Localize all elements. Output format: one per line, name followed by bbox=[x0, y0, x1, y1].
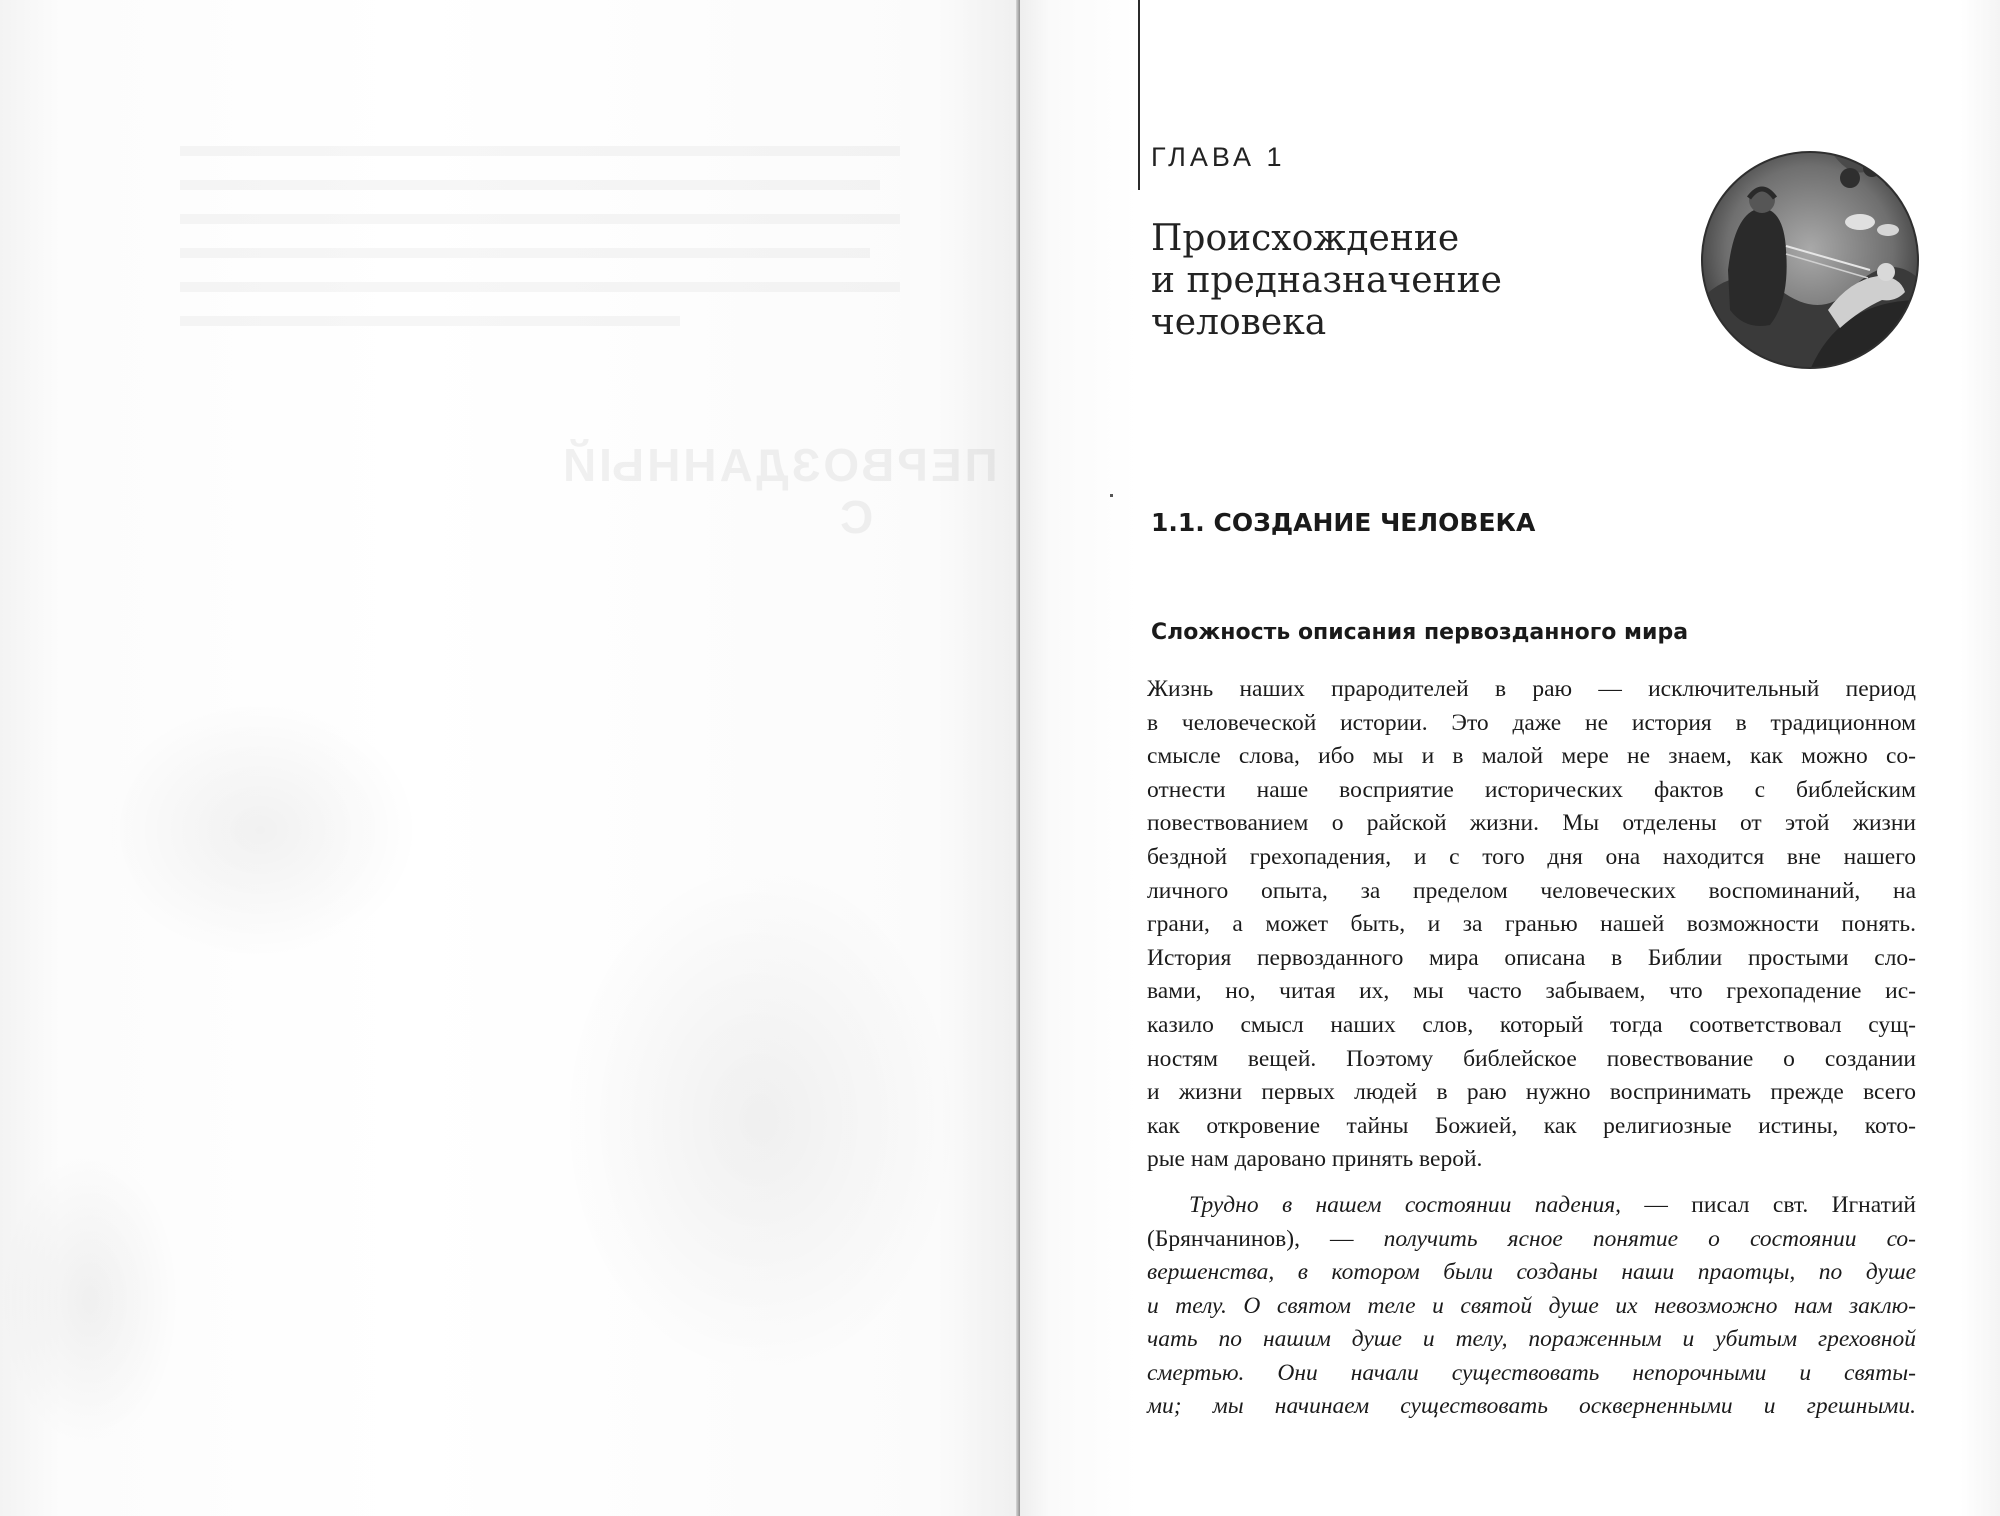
show-through-line bbox=[180, 248, 870, 258]
show-through-line bbox=[180, 316, 680, 326]
chapter-title-line: Происхождение bbox=[1151, 218, 1460, 259]
show-through-line bbox=[180, 214, 900, 224]
show-through-line bbox=[180, 282, 900, 292]
quote-italic: получить ясное понятие о состоянии со- bbox=[1383, 1225, 1916, 1252]
quote-attribution: (Брянчанинов), — bbox=[1147, 1225, 1384, 1252]
body-text bbox=[1147, 673, 1916, 1424]
show-through-shape bbox=[100, 700, 420, 960]
text-line: вами, но, читая их, мы часто забываем, что грехопадение ис- bbox=[1147, 978, 1916, 1005]
text-line: повествованием о райской жизни. Мы отделены от этой жизни bbox=[1147, 810, 1916, 837]
chapter-rule bbox=[1138, 0, 1140, 190]
text-line: как откровение тайны Божией, как религиозные истины, кото- bbox=[1147, 1112, 1916, 1139]
text-line: грани, а может быть, и за гранью нашей возможности понять. bbox=[1147, 911, 1916, 938]
text-line: казило смысл наших слов, который тогда соответствовал сущ- bbox=[1147, 1011, 1916, 1038]
quote-attribution: — писал свт. Игнатий bbox=[1621, 1191, 1916, 1218]
text-line: вершенства, в котором были созданы наши праотцы, по душе bbox=[1147, 1259, 1916, 1286]
text-line: История первозданного мира описана в Библии простыми сло- bbox=[1147, 944, 1916, 971]
show-through-shape bbox=[0, 1150, 180, 1450]
chapter-label: ГЛАВА 1 bbox=[1151, 142, 1286, 172]
text-line: и жизни первых людей в раю нужно воспринимать прежде всего bbox=[1147, 1079, 1916, 1106]
show-through-heading: С bbox=[840, 491, 874, 543]
text-line: чать по нашим душе и телу, пораженным и убитым греховной bbox=[1147, 1326, 1916, 1353]
text-line: Жизнь наших прародителей в раю — исключительный период bbox=[1147, 676, 1916, 702]
subsection-title: Сложность описания первозданного мира bbox=[1151, 620, 1689, 645]
text-line bbox=[1147, 1223, 1916, 1257]
margin-mark bbox=[1110, 494, 1113, 497]
chapter-title bbox=[1151, 218, 1591, 344]
text-line: смертью. Они начали существовать непорочными и святы- bbox=[1147, 1359, 1916, 1386]
show-through-shape bbox=[560, 860, 960, 1380]
text-line: в человеческой истории. Это даже не история в традиционном bbox=[1147, 709, 1916, 736]
section-title: 1.1. СОЗДАНИЕ ЧЕЛОВЕКА bbox=[1151, 508, 1536, 537]
chapter-title-line: и предназначение bbox=[1151, 260, 1502, 301]
quote-italic: Трудно в нашем состоянии падения, bbox=[1189, 1191, 1622, 1218]
text-line: ми; мы начинаем существовать оскверненными и грешными. bbox=[1147, 1393, 1916, 1420]
show-through-heading: ПЕРВОЗДАННЫЙ bbox=[560, 439, 998, 491]
text-line: отнести наше восприятие исторических фактов с библейским bbox=[1147, 776, 1916, 803]
creation-of-adam-icon bbox=[1700, 150, 1920, 370]
text-line: личного опыта, за пределом человеческих воспоминаний, на bbox=[1147, 877, 1916, 904]
text-line: смысле слова, ибо мы и в малой мере не знаем, как можно со- bbox=[1147, 743, 1916, 770]
show-through-line bbox=[180, 146, 900, 156]
text-line: рые нам даровано принять верой. bbox=[1147, 1146, 1483, 1173]
text-line: ностям вещей. Поэтому библейское повествование о создании bbox=[1147, 1045, 1916, 1072]
text-line: бездной грехопадения, и с того дня она находится вне нашего bbox=[1147, 843, 1916, 870]
paragraph-gap bbox=[1147, 1177, 1916, 1189]
text-line: и телу. О святом теле и святой душе их невозможно нам заклю- bbox=[1147, 1292, 1916, 1319]
show-through-line bbox=[180, 180, 880, 190]
text-line bbox=[1147, 1189, 1916, 1223]
chapter-title-line: человека bbox=[1151, 302, 1327, 343]
